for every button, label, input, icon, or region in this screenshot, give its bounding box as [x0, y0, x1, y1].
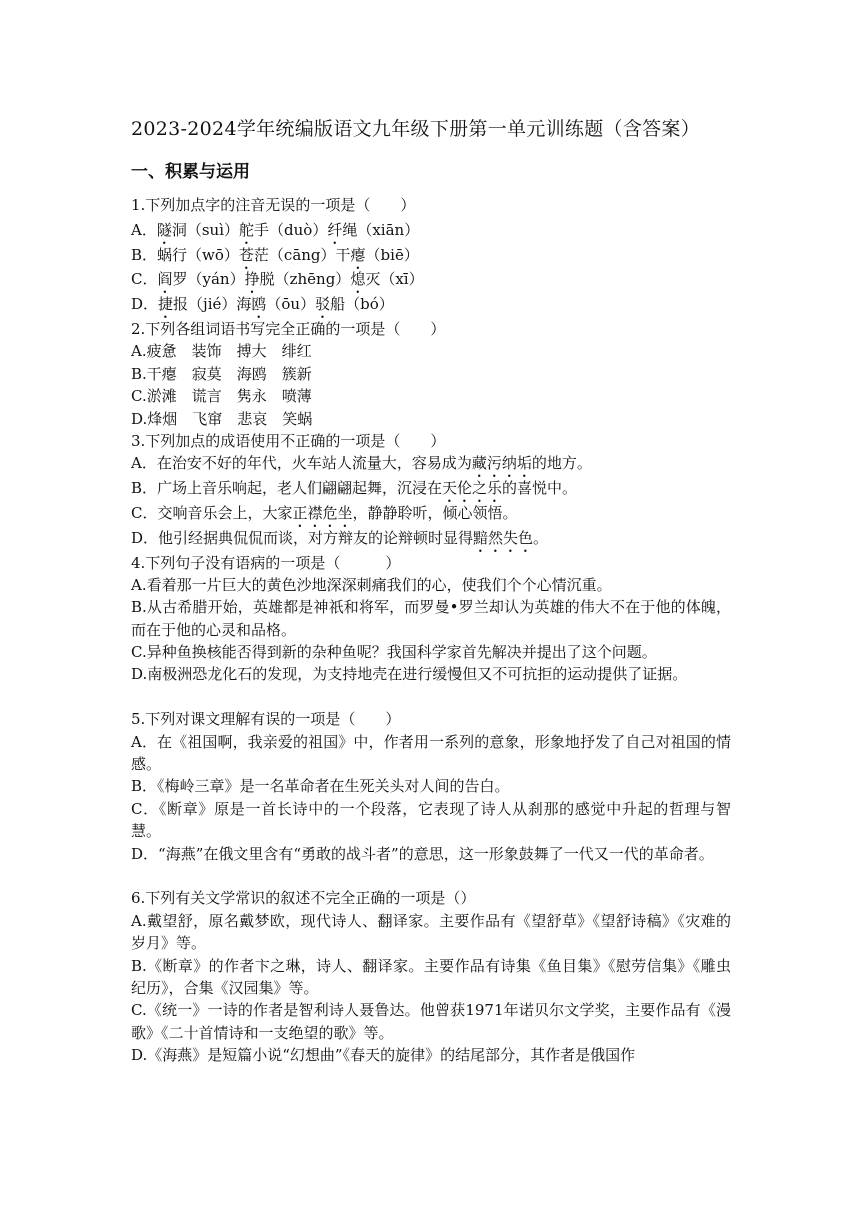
- option-text: A．在治安不好的年代，火车站人流量大，容易成为: [131, 454, 472, 473]
- question-5-option-b: B．《梅岭三章》是一名革命者在生死关头对人间的告白。: [131, 777, 510, 796]
- option-text: C．交响音乐会上，大家: [131, 503, 293, 522]
- option-text: 脱（zhēng）: [259, 270, 351, 289]
- question-4-option-d: D.南极洲恐龙化石的发现，为支持地壳在进行缓慢但又不可抗拒的运动提供了证据。: [131, 665, 688, 684]
- option-text: 灭（xī）: [365, 270, 424, 289]
- option-text: 手（duò）: [254, 220, 328, 239]
- option-text: D．他引经据典侃侃而谈，对方辩友的论辩顿时显得: [131, 528, 474, 547]
- dotted-char: 阎: [157, 270, 173, 289]
- question-3-option-d: [131, 527, 731, 552]
- dotted-idiom: 藏污纳垢: [471, 454, 532, 473]
- option-text: D．: [131, 295, 159, 314]
- question-4-option-b: B.从古希腊开始，英雄都是神祇和将军，而罗曼•罗兰却认为英雄的伟大不在于他的体魄，而在于他的心灵和品格。: [131, 598, 731, 639]
- question-6-option-b: B.《断章》的作者卞之琳，诗人、翻译家。主要作品有诗集《鱼目集》《慰劳信集》《雕虫纪历》，合集《汉园集》等。: [131, 956, 731, 998]
- question-1-option-c: [131, 268, 731, 293]
- section-heading: 一、积累与运用: [131, 162, 250, 182]
- question-6-stem: 6.下列有关文学常识的叙述不完全正确的一项是（）: [131, 889, 476, 908]
- option-text: 洞（suì）: [171, 220, 240, 239]
- dotted-char: 熄: [350, 270, 366, 289]
- dotted-char: 捷: [158, 295, 174, 314]
- option-text: 茫（cāng）干: [253, 245, 351, 264]
- option-text: （biē）: [365, 245, 419, 264]
- question-2-stem: 2.下列各组词语书写完全正确的一项是（ ）: [131, 319, 446, 338]
- question-2-option-a: A.疲惫 装饰 搏大 绯红: [131, 342, 312, 361]
- option-text: 船（bó）: [330, 295, 394, 314]
- dotted-idiom: 黯然失色: [473, 528, 534, 547]
- question-5-option-d: D．“海燕”在俄文里含有“勇敢的战斗者”的意思，这一形象鼓舞了一代又一代的革命者。: [131, 844, 714, 863]
- question-6-option-c: C.《统一》一诗的作者是智利诗人聂鲁达。他曾获1971年诺贝尔文学奖，主要作品有《漫歌》《二十首情诗和一支绝望的歌》等。: [131, 1001, 731, 1042]
- question-3-stem: 3.下列加点的成语使用不正确的一项是（ ）: [131, 431, 446, 450]
- question-5-option-a: A．在《祖国啊，我亲爱的祖国》中，作者用一系列的意象，形象地抒发了自己对祖国的情感。: [131, 732, 731, 774]
- question-3-option-c: [131, 502, 731, 527]
- dotted-char: 鸥: [251, 295, 267, 314]
- document-title: 2023-2024学年统编版语文九年级下册第一单元训练题（含答案）: [131, 118, 701, 140]
- dotted-char: 驳: [315, 295, 331, 314]
- question-2-option-b: B.干瘪 寂莫 海鸥 簇新: [131, 364, 312, 383]
- question-6-option-d: D.《海燕》是短篇小说“幻想曲”《春天的旋律》的结尾部分，其作者是俄国作: [131, 1046, 636, 1065]
- dotted-char: 纤: [327, 220, 343, 239]
- option-text: 罗（yán）: [172, 270, 245, 289]
- dotted-char: 舵: [239, 220, 255, 239]
- question-4-stem: 4.下列句子没有语病的一项是（ ）: [131, 553, 401, 572]
- option-text: B．蜗行（wō）: [131, 245, 239, 264]
- option-text: 报（jié）海: [173, 295, 252, 314]
- question-5-option-c: C．《断章》原是一首长诗中的一个段落，它表现了诗人从刹那的感觉中升起的哲理与智慧。: [131, 799, 731, 841]
- option-text: A．: [131, 220, 157, 239]
- question-5-stem: 5.下列对课文理解有误的一项是（ ）: [131, 710, 401, 729]
- question-4-option-a: A.看着那一片巨大的黄色沙地深深刺痛我们的心，使我们个个心情沉重。: [131, 575, 612, 594]
- question-2-option-c: C.淤滩 谎言 隽永 喷薄: [131, 387, 312, 406]
- question-2-option-d: D.烽烟 飞窜 悲哀 笑蜗: [131, 409, 313, 428]
- question-4-option-c: C.异种鱼换核能否得到新的杂种鱼呢？我国科学家首先解决并提出了这个问题。: [131, 643, 657, 662]
- question-1-option-b: [131, 244, 731, 269]
- question-1-option-a: [131, 219, 731, 244]
- dotted-char: 挣: [244, 270, 260, 289]
- question-3-option-b: [131, 477, 731, 502]
- dotted-char: 隧: [156, 220, 172, 239]
- option-text: B．广场上音乐响起，老人们翩翩起舞，沉浸在: [131, 479, 443, 498]
- option-text: C．: [131, 270, 158, 289]
- option-text: 的地方。: [531, 454, 592, 473]
- question-1-option-d: [131, 293, 731, 318]
- option-text: 的喜悦中。: [502, 479, 578, 498]
- question-body: [131, 194, 731, 1067]
- question-6-option-a: A.戴望舒，原名戴梦欧，现代诗人、翻译家。主要作品有《望舒草》《望舒诗稿》《灾难的岁月》等。: [131, 911, 731, 953]
- question-1-stem: 1.下列加点字的注音无误的一项是（ ）: [131, 196, 416, 214]
- dotted-char: 瘪: [350, 245, 366, 264]
- option-text: （ōu）: [266, 295, 316, 314]
- option-text: 绳（xiān）: [342, 220, 420, 239]
- option-text: ，静静聆听，倾心领悟。: [352, 503, 518, 522]
- option-text: 。: [533, 528, 549, 547]
- dotted-idiom: 正襟危坐: [292, 503, 353, 522]
- dotted-idiom: 天伦之乐: [442, 479, 503, 498]
- dotted-char: 苍: [238, 245, 254, 264]
- question-3-option-a: [131, 452, 731, 477]
